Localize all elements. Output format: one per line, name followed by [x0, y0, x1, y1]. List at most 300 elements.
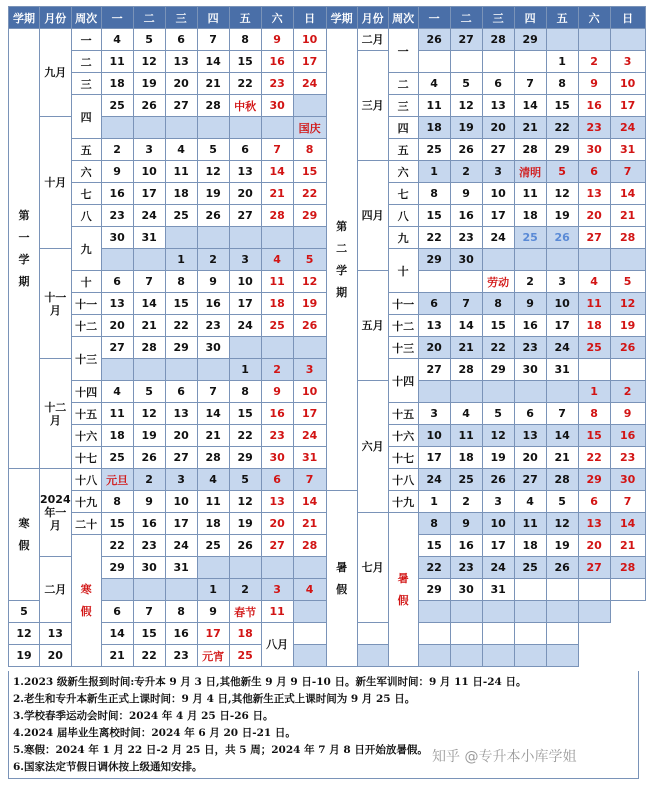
week-left-1: 二	[71, 51, 101, 73]
day-right-r27-c5	[514, 623, 546, 645]
day-right-r2-c4: 8	[546, 73, 578, 95]
day-right-r6-c2: 3	[482, 161, 514, 183]
day-right-r20-c1: 25	[450, 469, 482, 491]
day-right-r0-c0: 26	[418, 29, 450, 51]
day-right-r17-c2: 5	[482, 403, 514, 425]
day-left-r8-c5: 28	[261, 205, 293, 227]
day-right-r7-c3: 11	[514, 183, 546, 205]
day-left-r26-c1: 6	[101, 601, 133, 623]
week-right-11: 十二	[388, 315, 418, 337]
month-right-1: 三月	[357, 51, 388, 161]
day-right-r17-c1: 4	[450, 403, 482, 425]
day-right-r8-c5: 20	[578, 205, 610, 227]
day-left-r15-c4: 1	[229, 359, 261, 381]
day-left-r23-c4: 26	[229, 535, 261, 557]
day-right-r28-c5	[514, 645, 546, 667]
header-left-0: 学期	[9, 7, 40, 29]
day-left-r6-c4: 13	[229, 161, 261, 183]
day-right-r18-c2: 12	[482, 425, 514, 447]
header-left-2: 周次	[71, 7, 101, 29]
day-left-r27-c0: 12	[9, 623, 40, 645]
day-right-r9-c5: 27	[578, 227, 610, 249]
day-left-r5-c0: 2	[101, 139, 133, 161]
day-left-r3-c6	[293, 95, 326, 117]
header-right-6: 四	[514, 7, 546, 29]
day-right-r19-c3: 20	[514, 447, 546, 469]
day-left-r26-c5: 春节	[229, 601, 261, 623]
day-right-r19-c6: 23	[610, 447, 645, 469]
day-left-r21-c3: 11	[197, 491, 229, 513]
day-right-r8-c6: 21	[610, 205, 645, 227]
day-left-r7-c2: 18	[165, 183, 197, 205]
day-right-r22-c6: 14	[610, 513, 645, 535]
day-left-r0-c1: 5	[133, 29, 165, 51]
day-right-r22-c1: 9	[450, 513, 482, 535]
day-right-r8-c0: 15	[418, 205, 450, 227]
day-left-r13-c5: 25	[261, 315, 293, 337]
day-left-r8-c0: 23	[101, 205, 133, 227]
day-left-r0-c5: 9	[261, 29, 293, 51]
day-right-r3-c3: 14	[514, 95, 546, 117]
month-left-4: 2024 年一 月	[40, 469, 72, 557]
week-right-17: 十八	[388, 469, 418, 491]
day-right-r15-c0: 27	[418, 359, 450, 381]
week-right-18: 十九	[388, 491, 418, 513]
note-4: 4.2024 届毕业生离校时间：2024 年 6 月 20 日-21 日。	[13, 727, 296, 739]
day-right-r17-c0: 3	[418, 403, 450, 425]
day-right-r25-c2: 31	[482, 579, 514, 601]
day-right-r11-c0	[418, 271, 450, 293]
day-left-r20-c2: 3	[165, 469, 197, 491]
day-right-r24-c3: 25	[514, 557, 546, 579]
day-right-r13-c3: 16	[514, 315, 546, 337]
week-left-19: 二十	[71, 513, 101, 535]
day-right-r4-c1: 19	[450, 117, 482, 139]
day-left-r24-c0: 29	[101, 557, 133, 579]
day-left-r2-c1: 19	[133, 73, 165, 95]
day-left-r20-c6: 7	[293, 469, 326, 491]
week-left-6: 七	[71, 183, 101, 205]
day-left-r20-c3: 4	[197, 469, 229, 491]
day-right-r3-c0: 11	[418, 95, 450, 117]
day-right-r19-c5: 22	[578, 447, 610, 469]
day-left-r11-c0: 6	[101, 271, 133, 293]
day-left-r22-c3: 18	[197, 513, 229, 535]
day-left-r4-c1	[133, 117, 165, 139]
day-right-r2-c1: 5	[450, 73, 482, 95]
week-right-5: 六	[388, 161, 418, 183]
day-left-r18-c5: 23	[261, 425, 293, 447]
day-right-r26-c4	[514, 601, 546, 623]
day-left-r20-c1: 2	[133, 469, 165, 491]
day-right-r2-c6: 10	[610, 73, 645, 95]
day-right-r1-c3	[514, 51, 546, 73]
day-left-r25-c3: 1	[197, 579, 229, 601]
day-left-r10-c3: 2	[197, 249, 229, 271]
day-left-r9-c0: 30	[101, 227, 133, 249]
day-left-r26-c6: 11	[261, 601, 293, 623]
day-right-r25-c6	[610, 579, 645, 601]
day-left-r27-c2: 14	[101, 623, 133, 645]
day-right-r14-c5: 25	[578, 337, 610, 359]
day-left-r19-c5: 30	[261, 447, 293, 469]
header-left-6: 四	[197, 7, 229, 29]
day-right-r10-c4	[546, 249, 578, 271]
day-right-r1-c2	[482, 51, 514, 73]
day-right-r18-c5: 15	[578, 425, 610, 447]
day-right-r20-c3: 27	[514, 469, 546, 491]
day-left-r22-c2: 17	[165, 513, 197, 535]
week-right-12: 十三	[388, 337, 418, 359]
header-right-2: 周次	[388, 7, 418, 29]
day-left-r17-c6: 17	[293, 403, 326, 425]
day-right-r8-c4: 19	[546, 205, 578, 227]
semester-right-1: 暑 假	[326, 491, 357, 667]
day-right-r12-c1: 7	[450, 293, 482, 315]
day-left-r11-c1: 7	[133, 271, 165, 293]
day-right-r0-c6	[610, 29, 645, 51]
day-left-r22-c1: 16	[133, 513, 165, 535]
day-right-r6-c6: 7	[610, 161, 645, 183]
day-right-r7-c6: 14	[610, 183, 645, 205]
day-right-r16-c6: 2	[610, 381, 645, 403]
week-right-3: 四	[388, 117, 418, 139]
week-right-15: 十六	[388, 425, 418, 447]
day-left-r8-c3: 26	[197, 205, 229, 227]
day-right-r26-c1	[418, 601, 450, 623]
day-right-r10-c1: 30	[450, 249, 482, 271]
day-left-r15-c0	[101, 359, 133, 381]
day-left-r17-c5: 16	[261, 403, 293, 425]
day-right-r18-c6: 16	[610, 425, 645, 447]
day-right-r23-c5: 20	[578, 535, 610, 557]
day-right-r24-c5: 27	[578, 557, 610, 579]
day-right-r28-c0	[293, 645, 326, 667]
day-left-r11-c5: 11	[261, 271, 293, 293]
week-left-8: 九	[71, 227, 101, 271]
header-right-0: 学期	[326, 7, 357, 29]
day-right-r6-c1: 2	[450, 161, 482, 183]
semester-left-0: 第 一 学 期	[9, 29, 40, 469]
day-left-r26-c3: 8	[165, 601, 197, 623]
day-right-r4-c0: 18	[418, 117, 450, 139]
day-right-r1-c0	[418, 51, 450, 73]
day-left-r19-c3: 28	[197, 447, 229, 469]
day-right-r5-c6: 31	[610, 139, 645, 161]
week-right-6: 七	[388, 183, 418, 205]
day-right-r11-c4: 3	[546, 271, 578, 293]
day-right-r20-c5: 29	[578, 469, 610, 491]
day-right-r15-c2: 29	[482, 359, 514, 381]
day-right-r23-c6: 21	[610, 535, 645, 557]
day-left-r8-c4: 27	[229, 205, 261, 227]
day-left-r9-c6	[293, 227, 326, 249]
day-right-r12-c4: 10	[546, 293, 578, 315]
day-right-r14-c1: 21	[450, 337, 482, 359]
day-left-r17-c2: 13	[165, 403, 197, 425]
day-right-r18-c4: 14	[546, 425, 578, 447]
day-left-r6-c2: 11	[165, 161, 197, 183]
day-left-r9-c2	[165, 227, 197, 249]
day-right-r10-c0: 29	[418, 249, 450, 271]
day-right-r15-c1: 28	[450, 359, 482, 381]
day-left-r21-c5: 13	[261, 491, 293, 513]
day-right-r7-c0: 8	[418, 183, 450, 205]
day-left-r4-c5	[261, 117, 293, 139]
day-left-r27-c3: 15	[133, 623, 165, 645]
day-right-r9-c3: 25	[514, 227, 546, 249]
note-5: 5.寒假：2024 年 1 月 22 日-2 月 25 日，共 5 周；2024 年 7 月 8 日开始放暑假。	[13, 744, 428, 756]
day-left-r7-c5: 21	[261, 183, 293, 205]
day-right-r3-c6: 17	[610, 95, 645, 117]
day-left-r23-c1: 23	[133, 535, 165, 557]
day-left-r10-c1	[133, 249, 165, 271]
week-left-3: 四	[71, 95, 101, 139]
day-left-r7-c6: 22	[293, 183, 326, 205]
day-left-r5-c1: 3	[133, 139, 165, 161]
header-right-4: 二	[450, 7, 482, 29]
day-left-r24-c6	[293, 557, 326, 579]
day-left-r23-c2: 24	[165, 535, 197, 557]
day-right-r1-c6: 3	[610, 51, 645, 73]
day-left-r18-c2: 20	[165, 425, 197, 447]
day-right-r13-c2: 15	[482, 315, 514, 337]
day-right-r27-c1	[357, 623, 388, 645]
day-right-r26-c0	[293, 601, 326, 623]
note-2: 2.老生和专升本新生正式上课时间：9 月 4 日,其他新生正式上课时间为 9 月 25 日。	[13, 693, 416, 705]
day-right-r5-c0: 25	[418, 139, 450, 161]
day-left-r14-c1: 28	[133, 337, 165, 359]
day-left-r0-c2: 6	[165, 29, 197, 51]
day-left-r12-c2: 15	[165, 293, 197, 315]
day-right-r0-c5	[578, 29, 610, 51]
school-calendar-table	[8, 6, 646, 667]
day-right-r11-c6: 5	[610, 271, 645, 293]
day-right-r17-c5: 8	[578, 403, 610, 425]
day-left-r0-c3: 7	[197, 29, 229, 51]
week-left-4: 五	[71, 139, 101, 161]
day-left-r14-c5	[261, 337, 293, 359]
day-right-r5-c3: 28	[514, 139, 546, 161]
day-left-r9-c1: 31	[133, 227, 165, 249]
day-right-r3-c5: 16	[578, 95, 610, 117]
day-right-r25-c3	[514, 579, 546, 601]
day-right-r1-c5: 2	[578, 51, 610, 73]
day-left-r27-c4: 16	[165, 623, 197, 645]
day-right-r24-c6: 28	[610, 557, 645, 579]
day-right-r7-c4: 12	[546, 183, 578, 205]
month-left-6: 二月	[40, 557, 72, 623]
day-left-r26-c2: 7	[133, 601, 165, 623]
day-left-r16-c6: 10	[293, 381, 326, 403]
day-right-r14-c6: 26	[610, 337, 645, 359]
week-left-13: 十四	[71, 381, 101, 403]
day-right-r22-c3: 11	[514, 513, 546, 535]
day-left-r8-c6: 29	[293, 205, 326, 227]
day-left-r4-c3	[197, 117, 229, 139]
month-right-6: 八月	[261, 623, 293, 667]
watermark: 知乎 @专升本小库学姐	[432, 749, 577, 765]
day-right-r12-c3: 9	[514, 293, 546, 315]
day-right-r8-c3: 18	[514, 205, 546, 227]
day-left-r0-c6: 10	[293, 29, 326, 51]
week-left-7: 八	[71, 205, 101, 227]
day-left-r0-c4: 8	[229, 29, 261, 51]
day-left-r28-c3: 22	[133, 645, 165, 667]
day-right-r2-c5: 9	[578, 73, 610, 95]
day-right-r12-c6: 12	[610, 293, 645, 315]
day-left-r28-c2: 21	[101, 645, 133, 667]
day-right-r5-c5: 30	[578, 139, 610, 161]
day-left-r23-c0: 22	[101, 535, 133, 557]
day-right-r5-c1: 26	[450, 139, 482, 161]
day-left-r1-c0: 11	[101, 51, 133, 73]
day-left-r20-c0: 元旦	[101, 469, 133, 491]
day-right-r2-c2: 6	[482, 73, 514, 95]
day-right-r24-c0: 22	[418, 557, 450, 579]
day-left-r21-c6: 14	[293, 491, 326, 513]
day-right-r0-c2: 28	[482, 29, 514, 51]
week-left-10: 十一	[71, 293, 101, 315]
day-left-r26-c4: 9	[197, 601, 229, 623]
week-right-7: 八	[388, 205, 418, 227]
day-left-r23-c6: 28	[293, 535, 326, 557]
day-right-r26-c6	[578, 601, 610, 623]
day-left-r1-c5: 16	[261, 51, 293, 73]
day-left-r11-c6: 12	[293, 271, 326, 293]
day-left-r1-c4: 15	[229, 51, 261, 73]
day-left-r18-c0: 18	[101, 425, 133, 447]
day-right-r28-c6	[546, 645, 578, 667]
day-left-r21-c0: 8	[101, 491, 133, 513]
day-right-r14-c0: 20	[418, 337, 450, 359]
day-left-r14-c4	[229, 337, 261, 359]
day-right-r0-c1: 27	[450, 29, 482, 51]
day-left-r5-c5: 7	[261, 139, 293, 161]
day-right-r21-c0: 1	[418, 491, 450, 513]
day-right-r4-c4: 22	[546, 117, 578, 139]
day-left-r1-c3: 14	[197, 51, 229, 73]
month-right-2: 四月	[357, 161, 388, 271]
day-left-r9-c5	[261, 227, 293, 249]
day-left-r3-c3: 28	[197, 95, 229, 117]
day-right-r25-c4	[546, 579, 578, 601]
day-right-r23-c0: 15	[418, 535, 450, 557]
day-right-r6-c3: 清明	[514, 161, 546, 183]
day-right-r8-c1: 16	[450, 205, 482, 227]
day-right-r17-c3: 6	[514, 403, 546, 425]
day-right-r9-c4: 26	[546, 227, 578, 249]
week-left-5: 六	[71, 161, 101, 183]
day-right-r0-c4	[546, 29, 578, 51]
day-right-r16-c3	[514, 381, 546, 403]
day-left-r18-c4: 22	[229, 425, 261, 447]
day-left-r15-c6: 3	[293, 359, 326, 381]
day-right-r9-c1: 23	[450, 227, 482, 249]
day-left-r19-c2: 27	[165, 447, 197, 469]
day-left-r28-c5: 元宵	[197, 645, 229, 667]
day-right-r14-c3: 23	[514, 337, 546, 359]
day-left-r4-c4	[229, 117, 261, 139]
day-right-r10-c3	[514, 249, 546, 271]
day-left-r24-c5	[261, 557, 293, 579]
day-left-r9-c3	[197, 227, 229, 249]
header-left-3: 一	[101, 7, 133, 29]
day-right-r20-c0: 24	[418, 469, 450, 491]
day-left-r14-c6	[293, 337, 326, 359]
day-right-r24-c4: 26	[546, 557, 578, 579]
day-right-r5-c4: 29	[546, 139, 578, 161]
day-left-r24-c4	[229, 557, 261, 579]
day-left-r12-c1: 14	[133, 293, 165, 315]
week-left-18: 十九	[71, 491, 101, 513]
day-right-r7-c1: 9	[450, 183, 482, 205]
day-right-r22-c4: 12	[546, 513, 578, 535]
day-right-r18-c1: 11	[450, 425, 482, 447]
week-left-15: 十六	[71, 425, 101, 447]
day-left-r25-c5: 3	[261, 579, 293, 601]
day-left-r18-c6: 24	[293, 425, 326, 447]
day-left-r10-c0	[101, 249, 133, 271]
day-right-r13-c0: 13	[418, 315, 450, 337]
day-right-r20-c6: 30	[610, 469, 645, 491]
month-left-1: 十月	[40, 117, 72, 249]
day-left-r6-c1: 10	[133, 161, 165, 183]
day-right-r23-c4: 19	[546, 535, 578, 557]
week-right-1: 二	[388, 73, 418, 95]
semester-right-0: 第 二 学 期	[326, 29, 357, 491]
day-left-r23-c5: 27	[261, 535, 293, 557]
day-right-r2-c3: 7	[514, 73, 546, 95]
day-left-r15-c5: 2	[261, 359, 293, 381]
day-right-r25-c0: 29	[418, 579, 450, 601]
day-left-r8-c1: 24	[133, 205, 165, 227]
day-right-r13-c5: 18	[578, 315, 610, 337]
day-left-r19-c1: 26	[133, 447, 165, 469]
day-right-r26-c3	[482, 601, 514, 623]
day-right-r12-c0: 6	[418, 293, 450, 315]
day-left-r12-c3: 16	[197, 293, 229, 315]
week-left-2: 三	[71, 73, 101, 95]
day-right-r6-c0: 1	[418, 161, 450, 183]
day-right-r27-c3	[450, 623, 482, 645]
day-left-r24-c3	[197, 557, 229, 579]
day-right-r3-c2: 13	[482, 95, 514, 117]
day-right-r21-c3: 4	[514, 491, 546, 513]
day-right-r11-c5: 4	[578, 271, 610, 293]
day-left-r20-c5: 6	[261, 469, 293, 491]
day-left-r10-c2: 1	[165, 249, 197, 271]
header-left-9: 日	[293, 7, 326, 29]
day-left-r11-c3: 9	[197, 271, 229, 293]
day-left-r2-c0: 18	[101, 73, 133, 95]
day-right-r7-c5: 13	[578, 183, 610, 205]
day-right-r28-c1	[357, 645, 388, 667]
day-left-r3-c4: 中秋	[229, 95, 261, 117]
day-right-r9-c6: 28	[610, 227, 645, 249]
day-right-r20-c2: 26	[482, 469, 514, 491]
day-right-r21-c2: 3	[482, 491, 514, 513]
week-right-2: 三	[388, 95, 418, 117]
day-right-r22-c5: 13	[578, 513, 610, 535]
note-1: 1.2023 级新生报到时间:专升本 9 月 3 日,其他新生 9 月 9 日-10 日。新生军训时间：9 月 11 日-24 日。	[13, 676, 527, 688]
day-left-r27-c5: 17	[197, 623, 229, 645]
day-right-r24-c2: 24	[482, 557, 514, 579]
header-right-3: 一	[418, 7, 450, 29]
day-left-r6-c5: 14	[261, 161, 293, 183]
day-right-r10-c2	[482, 249, 514, 271]
day-left-r12-c5: 18	[261, 293, 293, 315]
